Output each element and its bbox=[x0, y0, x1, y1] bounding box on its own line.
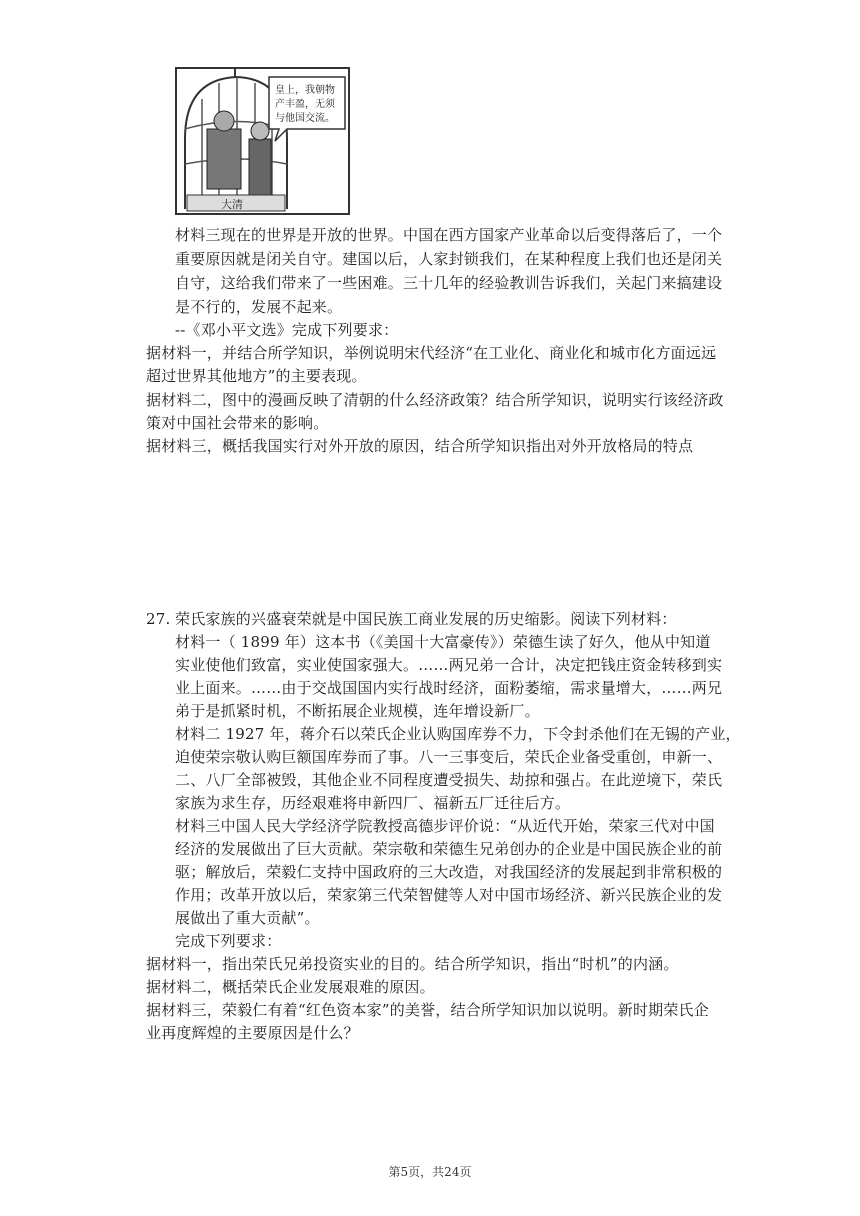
cage-label: 大清 bbox=[221, 198, 243, 211]
q27-material1-line-3: 业上面来。……由于交战国国内实行战时经济，面粉萎缩，需求量增大，……两兄 bbox=[175, 679, 723, 697]
q26-requirement-1: 据材料一，并结合所学知识，举例说明宋代经济“在工业化、商业化和城市化方面远远 bbox=[146, 344, 717, 362]
q27-material1-line-1: 材料一（ 1899 年）这本书（《美国十大富豪传》）荣德生读了好久，他从中知道 bbox=[175, 633, 711, 651]
q26-material3-line-3: 自守，这给我们带来了一些困难。三十几年的经验教训告诉我们，关起门来搞建设 bbox=[175, 274, 723, 292]
q26-material3-line-1: 材料三现在的世界是开放的世界。中国在西方国家产业革命以后变得落后了，一个 bbox=[175, 226, 723, 244]
bubble-line-3: 与他国交流。 bbox=[275, 113, 335, 124]
q27-material2-line-3: 二、八厂全部被毁，其他企业不同程度遭受损失、劫掠和强占。在此逆境下，荣氏 bbox=[175, 771, 723, 789]
q27-material3-line-3: 驱；解放后，荣毅仁支持中国政府的三大改造，对我国经济的发展起到非常积极的 bbox=[175, 863, 723, 881]
bubble-line-1: 皇上，我朝物 bbox=[275, 85, 335, 96]
q27-requirement-3-cont: 业再度辉煌的主要原因是什么？ bbox=[146, 1024, 359, 1042]
q27-material2-line-2: 迫使荣宗敬认购巨额国库券而了事。八一三事变后，荣氏企业备受重创，申新一、 bbox=[175, 748, 723, 766]
q27-requirement-3: 据材料三，荣毅仁有着“红色资本家”的美誉，结合所学知识加以说明。新时期荣氏企 bbox=[146, 1001, 709, 1019]
q27-material3-line-1: 材料三中国人民大学经济学院教授高德步评价说：“从近代开始，荣家三代对中国 bbox=[175, 817, 715, 835]
page-footer: 第5页，共24页 bbox=[388, 1165, 472, 1179]
q26-material3-line-2: 重要原因就是闭关自守。建国以后，人家封锁我们，在某种程度上我们也还是闭关 bbox=[175, 250, 723, 268]
q27-material1-line-2: 实业使他们致富，实业使国家强大。……两兄弟一合计，决定把钱庄资金转移到实 bbox=[175, 656, 723, 674]
cartoon-image bbox=[175, 67, 350, 215]
q26-source: --《邓小平文选》完成下列要求： bbox=[175, 321, 399, 339]
bubble-line-2: 产丰盈，无须 bbox=[275, 99, 335, 110]
q27-material2-line-4: 家族为求生存，历经艰难将申新四厂、福新五厂迁往后方。 bbox=[175, 794, 571, 812]
q26-material3-line-4: 是不行的，发展不起来。 bbox=[175, 298, 343, 316]
q27-material3-line-2: 经济的发展做出了巨大贡献。荣宗敬和荣德生兄弟创办的企业是中国民族企业的前 bbox=[175, 840, 723, 858]
q27-instruction: 完成下列要求： bbox=[175, 932, 282, 950]
q27-requirement-1: 据材料一，指出荣氏兄弟投资实业的目的。结合所学知识，指出“时机”的内涵。 bbox=[146, 955, 679, 973]
q27-requirement-2: 据材料二，概括荣氏企业发展艰难的原因。 bbox=[146, 978, 435, 996]
q26-requirement-2: 据材料二，图中的漫画反映了清朝的什么经济政策？结合所学知识，说明实行该经济政 bbox=[146, 391, 724, 409]
q26-requirement-1-cont: 超过世界其他地方”的主要表现。 bbox=[146, 367, 367, 385]
q27-material3-line-5: 展做出了重大贡献”。 bbox=[175, 909, 320, 927]
q27-material1-line-4: 弟于是抓紧时机，不断拓展企业规模，连年增设新厂。 bbox=[175, 702, 540, 720]
q26-requirement-3: 据材料三，概括我国实行对外开放的原因，结合所学知识指出对外开放格局的特点 bbox=[146, 437, 694, 455]
q27-number: 27. bbox=[146, 610, 171, 628]
q27-material2-line-1: 材料二 1927 年，蒋介石以荣氏企业认购国库券不力，下令封杀他们在无锡的产业， bbox=[175, 725, 741, 743]
q27-stem: 荣氏家族的兴盛衰荣就是中国民族工商业发展的历史缩影。阅读下列材料： bbox=[175, 610, 677, 628]
q26-requirement-2-cont: 策对中国社会带来的影响。 bbox=[146, 414, 329, 432]
q27-material3-line-4: 作用；改革开放以后，荣家第三代荣智健等人对中国市场经济、新兴民族企业的发 bbox=[175, 886, 723, 904]
